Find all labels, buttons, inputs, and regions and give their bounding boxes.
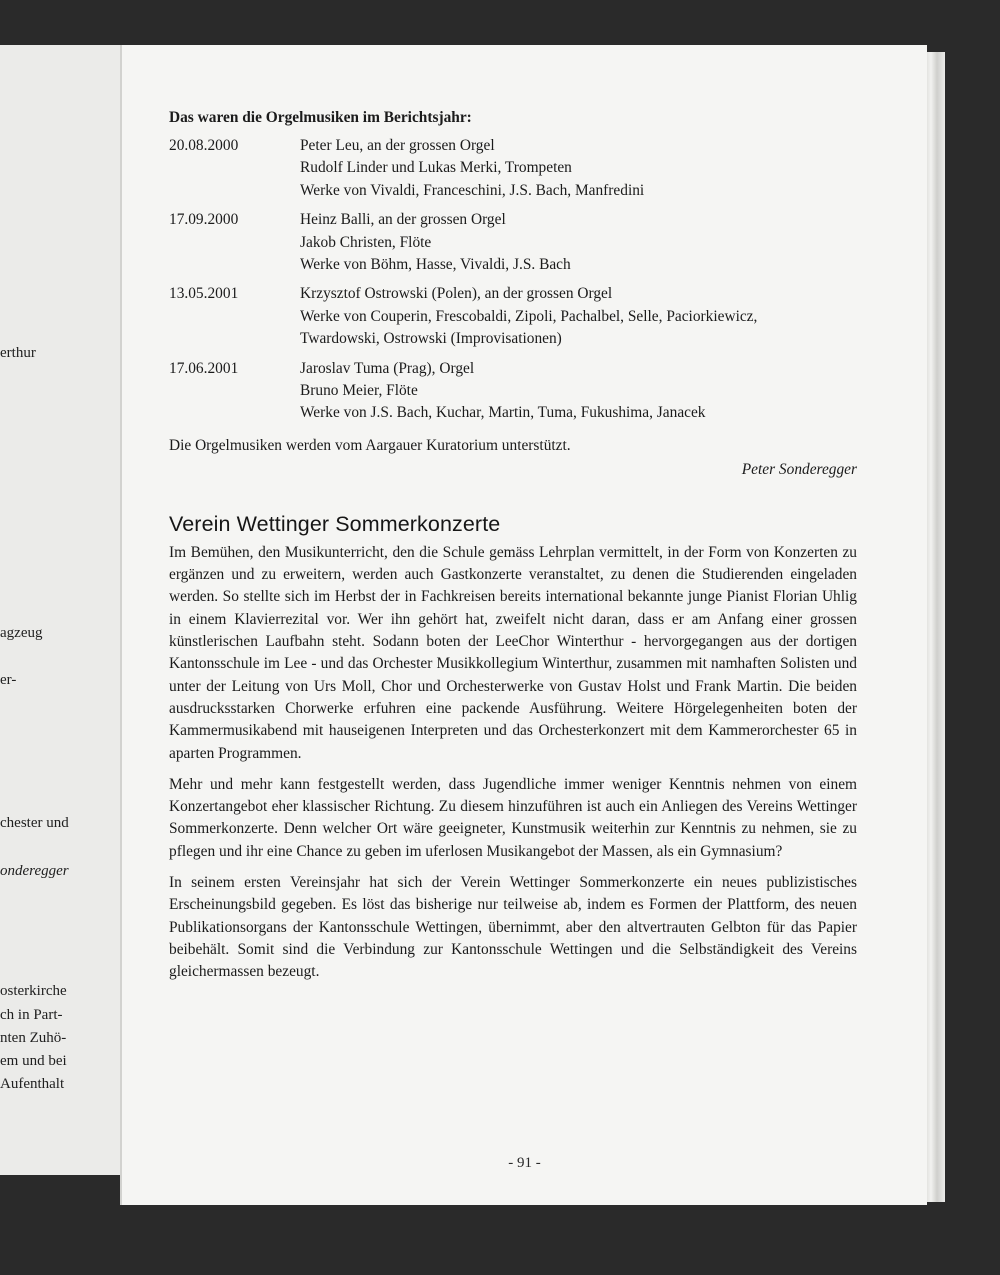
body-paragraph: In seinem ersten Vereinsjahr hat sich der Verein Wettinger Sommerkonzerte ein neues publizistisches Erscheinungsbild gegeben. Es löst das bisherige nur teilweise ab, indem es Formen der Plattform, des neuen Publikationsorgans der Kantonsschule Wettingen, übernimmt, aber den altvertrauten Gelbton für das Papier beibehält. Somit sind die Verbindung zur Kantonsschule Wettingen und die Selbständigkeit des Vereins gleichermassen bezeugt.	[169, 874, 857, 981]
body-paragraph: Mehr und mehr kann festgestellt werden, dass Jugendliche immer weniger Kenntnis nehmen von einem Konzertangebot eher klassischer Richtung. Zu diesem hinzuführen ist auch ein Anliegen des Vereins Wettinger Sommerkonzerte. Denn welcher Ort wäre geeigneter, Kunstmusik weiterhin zur Kenntnis zu nehmen, sie zu pflegen und ihr eine Chance zu geben im uferlosen Musikangebot der Massen, als ein Gymnasium?	[169, 775, 857, 860]
concert-date: 13.05.2001	[169, 285, 239, 303]
concert-line: Twardowski, Ostrowski (Improvisationen)	[300, 330, 562, 348]
author-signature: Peter Sonderegger	[741, 460, 857, 478]
concert-line: Werke von Vivaldi, Franceschini, J.S. Bach, Manfredini	[300, 181, 645, 199]
left-page-line: erthur	[0, 345, 36, 361]
concert-line: Jakob Christen, Flöte	[300, 233, 432, 251]
concert-line: Werke von Couperin, Frescobaldi, Zipoli, Pachalbel, Selle, Paciorkiewicz,	[300, 307, 758, 325]
document-page	[120, 45, 927, 1205]
left-page-line: chester und	[0, 815, 69, 831]
concert-line: Jaroslav Tuma (Prag), Orgel	[300, 359, 475, 377]
page-number: - 91 -	[508, 1155, 541, 1171]
left-page-line: ch in Part-	[0, 1007, 63, 1023]
left-page-line: er-	[0, 672, 17, 688]
concert-line: Werke von J.S. Bach, Kuchar, Martin, Tuma, Fukushima, Janacek	[300, 404, 706, 422]
concert-date: 20.08.2000	[169, 137, 239, 154]
concert-line: Rudolf Linder und Lukas Merki, Trompeten	[300, 159, 572, 177]
left-page-line: Aufenthalt	[0, 1076, 65, 1092]
section-title: Verein Wettinger Sommerkonzerte	[169, 511, 501, 536]
left-page-edge	[0, 45, 122, 1175]
left-page-line: em und bei	[0, 1053, 67, 1069]
concert-date: 17.09.2000	[169, 211, 239, 229]
concert-line: Peter Leu, an der grossen Orgel	[300, 137, 495, 154]
organ-concerts-heading: Das waren die Orgelmusiken im Berichtsjahr:	[169, 109, 472, 126]
left-page-line: onderegger	[0, 863, 69, 879]
concert-date: 17.06.2001	[169, 359, 239, 377]
page-content	[169, 107, 857, 993]
concert-line: Krzysztof Ostrowski (Polen), an der grossen Orgel	[300, 285, 613, 303]
concert-entry	[169, 209, 857, 276]
left-page-line: osterkirche	[0, 983, 67, 999]
concert-line: Heinz Balli, an der grossen Orgel	[300, 211, 506, 229]
concert-entry	[169, 135, 857, 202]
concert-line: Bruno Meier, Flöte	[300, 382, 418, 400]
concert-entry	[169, 283, 857, 350]
concert-entry	[169, 358, 857, 425]
concert-line: Werke von Böhm, Hasse, Vivaldi, J.S. Bach	[300, 256, 571, 274]
support-note: Die Orgelmusiken werden vom Aargauer Kuratorium unterstützt.	[169, 436, 571, 454]
page-stack-edge	[925, 52, 945, 1202]
left-page-line: agzeug	[0, 625, 43, 641]
body-paragraph: Im Bemühen, den Musikunterricht, den die Schule gemäss Lehrplan vermittelt, in der Form von Konzerten zu ergänzen und zu erweitern, werden auch Gastkonzerte veranstaltet, zu denen die Studierenden eingeladen werden. So stellte sich im Herbst der in Fachkreisen bereits international bekannte junge Pianist Florian Uhlig in einem Klavierrezital vor. Wer ihn gehört hat, zweifelt nicht daran, dass er am Anfang einer grossen künstlerischen Laufbahn steht. Sodann boten der LeeChor Winterthur - hervorgegangen aus der dortigen Kantonsschule im Lee - und das Orchester Musikkollegium Winterthur, zusammen mit namhaften Solisten und unter der Leitung von Urs Moll, Chor und Orchesterwerke von Gustav Holst und Frank Martin. Die beiden ausdrucksstarken Chorwerke erfuhren eine packende Ausführung. Weitere Hörgelegenheiten boten der Kammermusikabend mit hauseigenen Interpreten und das Orchesterkonzert mit dem Kammerorchester 65 in aparten Programmen.	[169, 543, 857, 762]
left-page-line: nten Zuhö-	[0, 1030, 67, 1046]
